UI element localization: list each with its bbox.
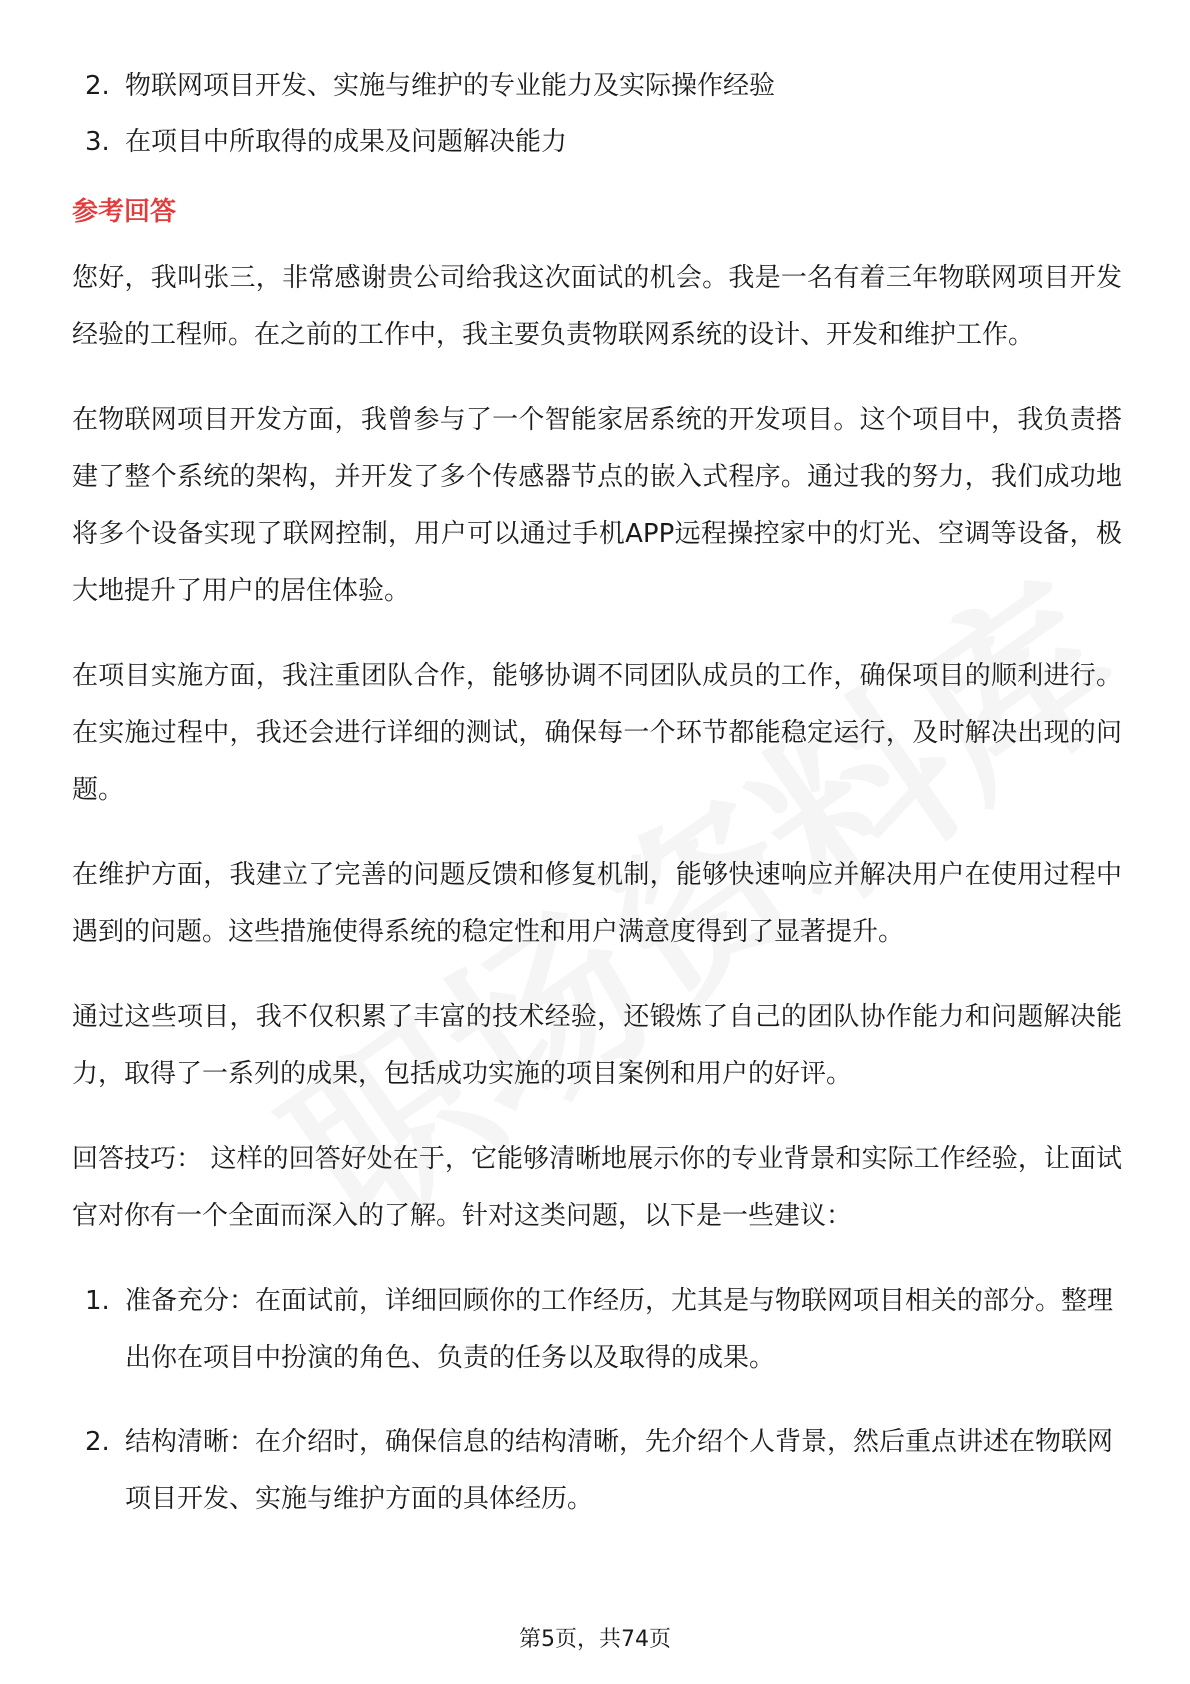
list-number: 2. [85, 71, 110, 101]
list-item [72, 1414, 1122, 1528]
answer-tips-paragraph: 回答技巧： 这样的回答好处在于，它能够清晰地展示你的专业背景和实际工作经验，让面试官对你有一个全面而深入的了解。针对这类问题，以下是一些建议： [72, 1144, 1122, 1231]
paragraph: 您好，我叫张三，非常感谢贵公司给我这次面试的机会。我是一名有着三年物联网项目开发经验的工程师。在之前的工作中，我主要负责物联网系统的设计、开发和维护工作。 [72, 263, 1122, 350]
top-numbered-list [72, 58, 1122, 170]
list-item [72, 1273, 1122, 1387]
section-heading: 参考回答 [72, 197, 177, 227]
paragraph: 在物联网项目开发方面，我曾参与了一个智能家居系统的开发项目。这个项目中，我负责搭建了整个系统的架构，并开发了多个传感器节点的嵌入式程序。通过我的努力，我们成功地将多个设备实现了联网控制，用户可以通过手机APP远程操控家中的灯光、空调等设备，极大地提升了用户的居住体验。 [72, 405, 1122, 606]
list-item-text: 准备充分：在面试前，详细回顾你的工作经历，尤其是与物联网项目相关的部分。整理出你在项目中扮演的角色、负责的任务以及取得的成果。 [125, 1286, 1114, 1373]
list-number: 2. [85, 1427, 110, 1457]
list-item [72, 58, 1122, 114]
list-number: 1. [85, 1286, 110, 1316]
tips-numbered-list [72, 1273, 1122, 1528]
list-item-text: 物联网项目开发、实施与维护的专业能力及实际操作经验 [125, 71, 776, 101]
list-item-text: 结构清晰：在介绍时，确保信息的结构清晰，先介绍个人背景，然后重点讲述在物联网项目开发、实施与维护方面的具体经历。 [125, 1427, 1114, 1514]
page-footer: 第5页，共74页 [519, 1627, 671, 1652]
paragraph: 在项目实施方面，我注重团队合作，能够协调不同团队成员的工作，确保项目的顺利进行。在实施过程中，我还会进行详细的测试，确保每一个环节都能稳定运行，及时解决出现的问题。 [72, 661, 1122, 805]
list-item-text: 在项目中所取得的成果及问题解决能力 [125, 127, 568, 157]
paragraph: 通过这些项目，我不仅积累了丰富的技术经验，还锻炼了自己的团队协作能力和问题解决能力，取得了一系列的成果，包括成功实施的项目案例和用户的好评。 [72, 1002, 1122, 1089]
paragraph: 在维护方面，我建立了完善的问题反馈和修复机制，能够快速响应并解决用户在使用过程中遇到的问题。这些措施使得系统的稳定性和用户满意度得到了显著提升。 [72, 860, 1122, 947]
page-content [72, 58, 1122, 1555]
list-number: 3. [85, 127, 110, 157]
list-item [72, 114, 1122, 170]
